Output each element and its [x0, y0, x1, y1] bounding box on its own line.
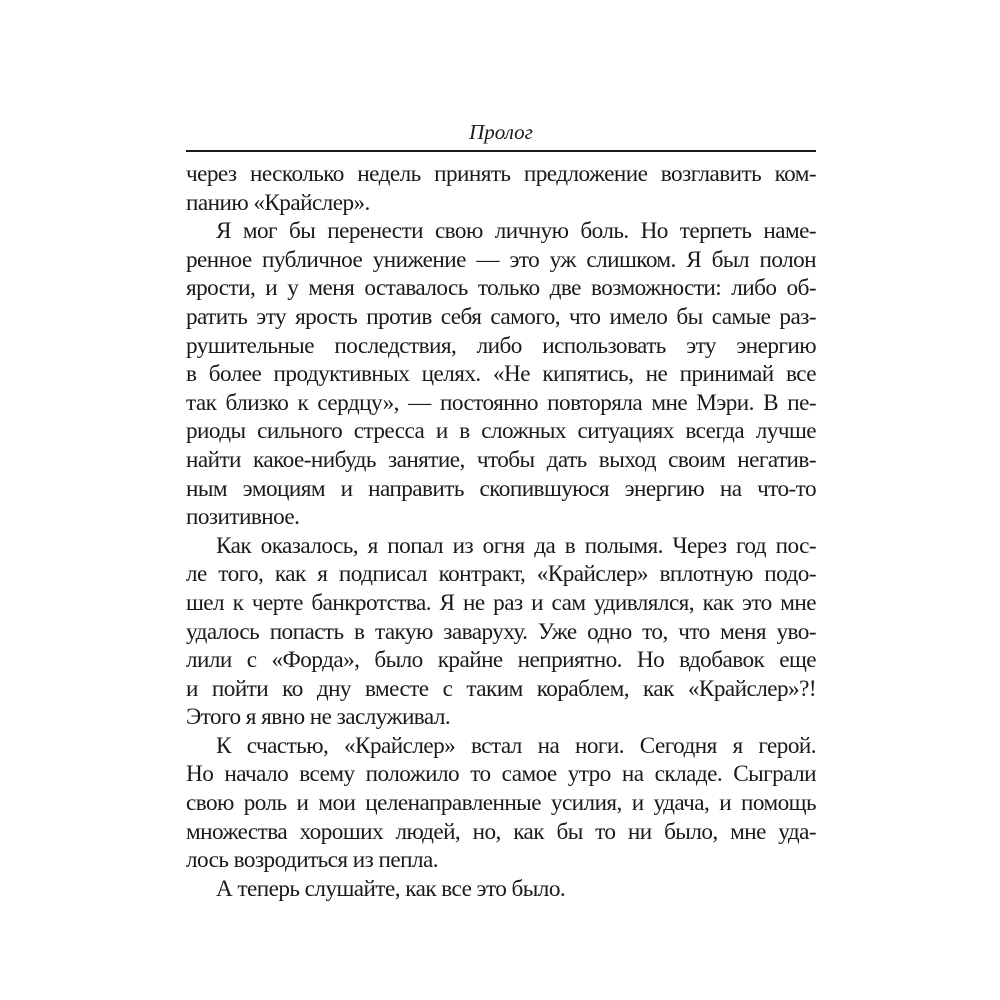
- text-line: Я мог бы перенести свою личную боль. Но терпеть наме-: [216, 218, 816, 245]
- text-line: Этого я явно не заслуживал.: [186, 704, 451, 731]
- text-line: шел к черте банкротства. Я не раз и сам удивлялся, как это мне: [186, 589, 816, 616]
- running-head: Пролог: [469, 120, 533, 144]
- paragraph: [186, 217, 816, 532]
- text-line: рушительные последствия, либо использовать эту энергию: [186, 332, 816, 359]
- paragraph: [186, 532, 816, 732]
- text-line: панию «Крайслер».: [186, 189, 370, 216]
- text-line: в более продуктивных целях. «Не кипятись, не принимай все: [186, 361, 816, 388]
- text-line: риоды сильного стресса и в сложных ситуациях всегда лучше: [186, 418, 816, 445]
- text-line: свою роль и мои целенаправленные усилия, и удача, и помощь: [186, 790, 816, 817]
- text-line: лили с «Форда», было крайне неприятно. Но вдобавок еще: [186, 647, 816, 674]
- text-line: ным эмоциям и направить скопившуюся энергию на что-то: [186, 475, 816, 502]
- text-line: Но начало всему положило то самое утро на складе. Сыграли: [186, 761, 816, 788]
- text-line: ле того, как я подписал контракт, «Крайслер» вплотную подо-: [186, 561, 816, 588]
- text-line: ренное публичное унижение — это уж слишком. Я был полон: [186, 246, 816, 273]
- text-line: Как оказалось, я попал из огня да в полымя. Через год пос-: [216, 532, 816, 559]
- text-line: позитивное.: [186, 504, 300, 531]
- text-line: так близко к сердцу», — постоянно повторяла мне Мэри. В пе-: [186, 389, 816, 416]
- text-line: найти какое-нибудь занятие, чтобы дать выход своим негатив-: [186, 446, 816, 473]
- header-rule: [186, 150, 816, 152]
- paragraph: [186, 160, 816, 217]
- paragraph: [186, 732, 816, 875]
- paragraph: [186, 875, 816, 904]
- body-text: [186, 160, 816, 903]
- text-line: К счастью, «Крайслер» встал на ноги. Сегодня я герой.: [216, 732, 816, 759]
- book-page: [186, 118, 816, 903]
- text-line: и пойти ко дну вместе с таким кораблем, как «Крайслер»?!: [186, 675, 816, 702]
- text-line: ярости, и у меня оставалось только две возможности: либо об-: [186, 275, 816, 302]
- text-line: А теперь слушайте, как все это было.: [216, 875, 566, 902]
- text-line: ратить эту ярость против себя самого, что имело бы самые раз-: [186, 303, 816, 330]
- text-line: удалось попасть в такую заваруху. Уже одно то, что меня уво-: [186, 618, 816, 645]
- text-line: множества хороших людей, но, как бы то ни было, мне уда-: [186, 818, 816, 845]
- text-line: через несколько недель принять предложение возглавить ком-: [186, 161, 816, 187]
- text-line: лось возродиться из пепла.: [186, 847, 438, 874]
